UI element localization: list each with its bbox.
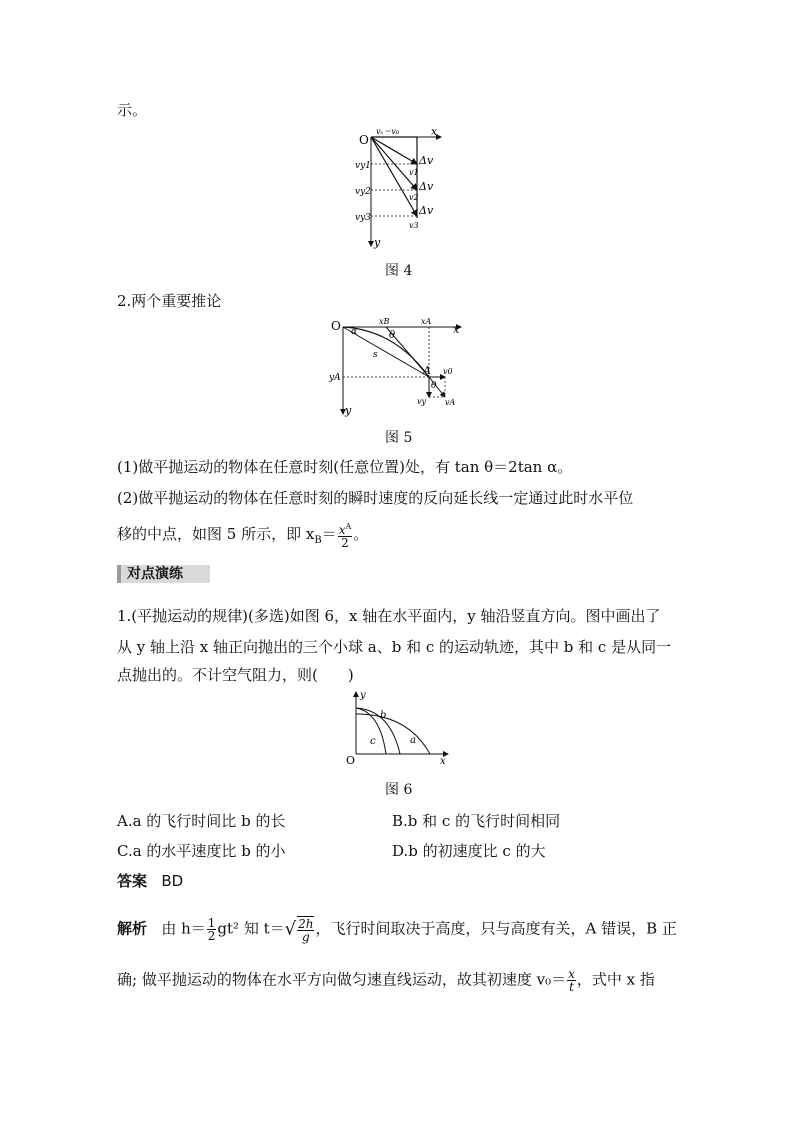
fig4-y-label: y — [374, 236, 381, 249]
fig4-v3-label: v3 — [409, 221, 419, 230]
p2b-sub: B — [314, 535, 322, 546]
p2b-end: 。 — [353, 525, 369, 543]
fig4-top-label: vₓ＝v₀ — [376, 128, 400, 136]
paragraph-2b — [117, 521, 368, 552]
analysis-frac-3: $\frac{x}{t}$ — [568, 967, 575, 994]
analysis-label: 解析 — [117, 919, 148, 938]
answer-value: BD — [161, 872, 184, 890]
analysis-t4: 确; 做平抛运动的物体在水平方向做匀速直线运动，故其初速度 v₀＝ — [117, 970, 567, 989]
paragraph-1: (1)做平抛运动的物体在任意时刻(任意位置)处，有 tan θ＝2tan α。 — [117, 458, 573, 476]
intro-text: 示。 — [117, 101, 148, 119]
fig4-v2 — [371, 137, 417, 190]
fig5-alpha: α — [351, 327, 358, 337]
analysis-t2: gt² 知 t＝ — [217, 919, 285, 938]
fig5-va: vA — [445, 398, 456, 407]
fig5-theta2: θ — [431, 381, 437, 391]
fig4-vy3: vy3 — [355, 213, 371, 223]
fig5-x-label: x — [453, 323, 460, 336]
question-line-3: 点抛出的。不计空气阻力，则( ) — [117, 666, 354, 684]
question-line-1: 1.(平抛运动的规律)(多选)如图 6，x 轴在水平面内，y 轴沿竖直方向。图中画出了 — [117, 607, 661, 625]
fig4-dv3: Δv — [419, 204, 434, 217]
question-line-2: 从 y 轴上沿 x 轴正向抛出的三个小球 a、b 和 c 的运动轨迹，其中 b 和 c 是从同一 — [117, 638, 672, 656]
fig4-vy1: vy1 — [355, 161, 371, 171]
fig5-v0: v0 — [443, 367, 453, 376]
figure-6 — [342, 688, 452, 768]
fig6-label-b: b — [380, 710, 387, 721]
figure-5 — [325, 314, 465, 418]
fig4-origin: O — [359, 133, 369, 147]
fig5-theta: θ — [389, 330, 396, 341]
fig6-y-label: y — [360, 690, 366, 701]
fig5-ya: yA — [329, 373, 341, 383]
option-d: D.b 的初速度比 c 的大 — [392, 842, 546, 860]
figure-5-caption: 图 5 — [385, 430, 413, 446]
figure-6-caption: 图 6 — [385, 782, 413, 798]
subtitle-2: 2.两个重要推论 — [117, 292, 222, 310]
option-a: A.a 的飞行时间比 b 的长 — [117, 812, 286, 830]
fig6-curve-b — [356, 708, 400, 754]
analysis-line-1 — [117, 916, 677, 943]
fig5-a-point: A — [423, 364, 431, 377]
analysis-t3: ，飞行时间取决于高度，只与高度有关，A 错误，B 正 — [315, 919, 677, 938]
fig4-v2-label: v2 — [409, 193, 419, 202]
analysis-frac-1: $\frac{1}{2}$ — [207, 916, 216, 943]
fig4-dv1: Δv — [419, 154, 434, 167]
answer-label: 答案 — [117, 872, 148, 890]
fig5-s: s — [373, 350, 378, 360]
paragraph-2a: (2)做平抛运动的物体在任意时刻的瞬时速度的反向延长线一定通过此时水平位 — [117, 489, 634, 507]
analysis-t1: 由 h＝ — [161, 919, 206, 938]
section-heading — [117, 565, 210, 583]
analysis-t5: ，式中 x 指 — [576, 970, 655, 989]
option-c: C.a 的水平速度比 b 的小 — [117, 842, 286, 860]
section-heading-text: 对点演练 — [127, 566, 183, 582]
p2b-fraction: $\frac{x^A}{2}$ — [338, 522, 352, 550]
fig4-v1 — [371, 137, 417, 164]
fig6-origin: O — [346, 754, 356, 767]
fig4-dv2: Δv — [419, 180, 434, 193]
option-b: B.b 和 c 的飞行时间相同 — [392, 812, 561, 830]
answer-line — [117, 870, 183, 892]
p2b-text: 移的中点，如图 5 所示，即 x — [117, 525, 315, 543]
fig4-x-label: x — [431, 128, 438, 138]
fig5-xa: xA — [421, 317, 432, 326]
fig5-vy: vy — [417, 397, 427, 406]
fig6-label-a: a — [410, 735, 416, 746]
fig5-origin: O — [331, 319, 341, 333]
p2b-eq: ＝ — [321, 525, 337, 543]
analysis-line-2 — [117, 968, 655, 993]
fig6-label-c: c — [370, 736, 376, 747]
fig4-v1-label: v1 — [409, 168, 419, 177]
analysis-sqrt: √ $\frac{2h}{g}$ — [284, 917, 314, 944]
fig5-y-label: y — [345, 404, 352, 417]
fig5-xb: xB — [379, 317, 390, 326]
figure-4-caption: 图 4 — [385, 263, 413, 279]
figure-4 — [345, 128, 455, 250]
fig6-x-label: x — [440, 756, 446, 767]
fig4-vy2: vy2 — [355, 187, 371, 197]
